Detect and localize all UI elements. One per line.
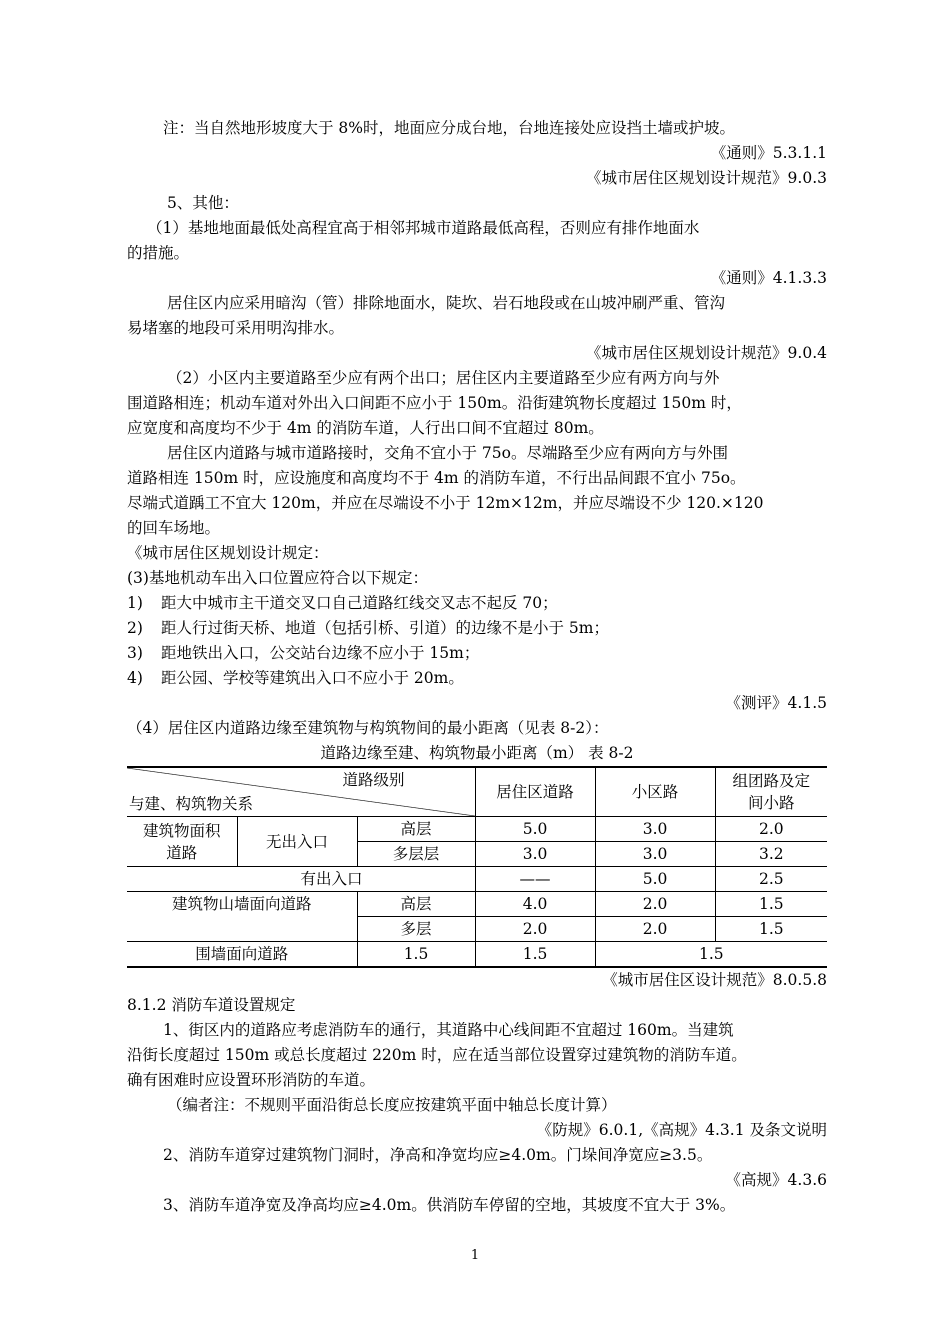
ref-residential-904: 《城市居住区规划设计规范》9.0.4 [586, 344, 827, 362]
table-row: 多层层 3.0 3.0 3.2 [127, 842, 827, 867]
distance-table [127, 766, 827, 968]
para-fire-width: 3、消防车道净宽及净高均应≥4.0m。供消防车停留的空地，其坡度不宜大于 3%。 [163, 1196, 736, 1214]
header-district-road: 小区路 [595, 767, 715, 817]
para-ditch-1: 居住区内应采用暗沟（管）排除地面水，陡坎、岩石地段或在山坡冲刷严重、管沟 [167, 294, 726, 312]
para-roads-3: 应宽度和高度均不少于 4m 的消防车道，人行出口间不宜超过 80m。 [127, 419, 604, 437]
ref-residential-rule: 《城市居住区规划设计规定： [127, 544, 329, 562]
para-junction-2: 道路相连 150m 时，应设施度和高度均不于 4m 的消防车道，不行出品间跟不宜小 75o。 [127, 469, 746, 487]
ref-tongze-4133: 《通则》4.1.3.3 [710, 269, 827, 287]
para-distance-intro: （4）居住区内道路边缘至建筑物与构筑物间的最小距离（见表 8-2）： [127, 719, 609, 737]
ref-ceping-415: 《测评》4.1.5 [725, 694, 827, 712]
para-fire-gate: 2、消防车道穿过建筑物门洞时，净高和净宽均应≥4.0m。门垛间净宽应≥3.5。 [163, 1146, 713, 1164]
para-roads-1: （2）小区内主要道路至少应有两个出口；居住区内主要道路至少应有两方向与外 [167, 369, 720, 387]
para-junction-3: 尽端式道踽工不宜大 120m，并应在尽端设不小于 12m×12m，并应尽端设不少 120.×120 [127, 494, 764, 512]
para-fire-2: 沿街长度超过 150m 或总长度超过 220m 时，应在适当部位设置穿过建筑物的消防车道。 [127, 1046, 747, 1064]
header-residential-road: 居住区道路 [475, 767, 595, 817]
para-ditch-2: 易堵塞的地段可采用明沟排水。 [127, 319, 345, 337]
subgroup-no-entrance: 无出入口 [237, 817, 357, 867]
page-body [127, 116, 827, 1218]
ref-residential-903: 《城市居住区规划设计规范》9.0.3 [586, 169, 827, 187]
note-slope: 注：当自然地形坡度大于 8%时，地面应分成台地，台地连接处应设挡土墙或护坡。 [163, 119, 736, 137]
table-row: 有出入口 —— 5.0 2.5 [127, 867, 827, 892]
para-entrance-heading: (3)基地机动车出入口位置应符合以下规定： [127, 569, 428, 587]
list-item: 2) 距人行过街天桥、地道（包括引桥、引道）的边缘不是小于 5m； [127, 619, 609, 637]
list-item: 4) 距公园、学校等建筑出入口不应小于 20m。 [127, 669, 464, 687]
para-fire-1: 1、街区内的道路应考虑消防车的通行，其道路中心线间距不宜超过 160m。当建筑 [163, 1021, 734, 1039]
para-junction-4: 的回车场地。 [127, 519, 221, 537]
header-group-road: 组团路及定 间小路 [715, 767, 827, 817]
para-roads-2: 围道路相连；机动车道对外出入口间距不应小于 150m。沿街建筑物长度超过 150m 时， [127, 394, 742, 412]
header-diagonal-cell: 道路级别 与建、构筑物关系 [127, 767, 475, 817]
para-fire-3: 确有困难时应设置环形消防的车道。 [127, 1071, 376, 1089]
para-drainage-2: 的措施。 [127, 244, 190, 262]
para-junction-1: 居住区内道路与城市道路接时，交角不宜小于 75o。尽端路至少应有两向方与外围 [167, 444, 728, 462]
ref-residential-8058: 《城市居住区设计规范》8.0.5.8 [602, 971, 827, 989]
section-other: 5、其他： [167, 194, 239, 212]
table-row: 围墙面向道路 1.5 1.5 1.5 [127, 942, 827, 968]
section-fire-lane: 8.1.2 消防车道设置规定 [127, 996, 296, 1014]
editor-note: （编者注：不规则平面沿街总长度应按建筑平面中轴总长度计算） [167, 1096, 617, 1114]
group-gable-wall: 建筑物山墙面向道路 [127, 892, 357, 942]
ref-tongze-5311: 《通则》5.3.1.1 [710, 144, 827, 162]
para-drainage-1: （1）基地地面最低处高程宜高于相邻邦城市道路最低高程，否则应有排作地面水 [147, 219, 700, 237]
table-row: 建筑物山墙面向道路 高层 4.0 2.0 1.5 [127, 892, 827, 917]
table-row: 多层 2.0 2.0 1.5 [127, 917, 827, 942]
ref-fanggui-601: 《防规》6.0.1,《高规》4.3.1 及条文说明 [536, 1121, 827, 1139]
list-item: 3) 距地铁出入口，公交站台边缘不应小于 15m； [127, 644, 480, 662]
group-building-facade: 建筑物面积 道路 [127, 817, 237, 867]
list-item: 1) 距大中城市主干道交叉口自己道路红线交叉志不起反 70； [127, 594, 558, 612]
table-caption: 道路边缘至建、构筑物最小距离（m） 表 8-2 [320, 744, 634, 762]
table-header-row [127, 767, 827, 817]
ref-gaogui-436: 《高规》4.3.6 [725, 1171, 827, 1189]
table-row: 建筑物面积 道路 无出入口 高层 5.0 3.0 2.0 [127, 817, 827, 842]
page-number: 1 [470, 1248, 480, 1263]
